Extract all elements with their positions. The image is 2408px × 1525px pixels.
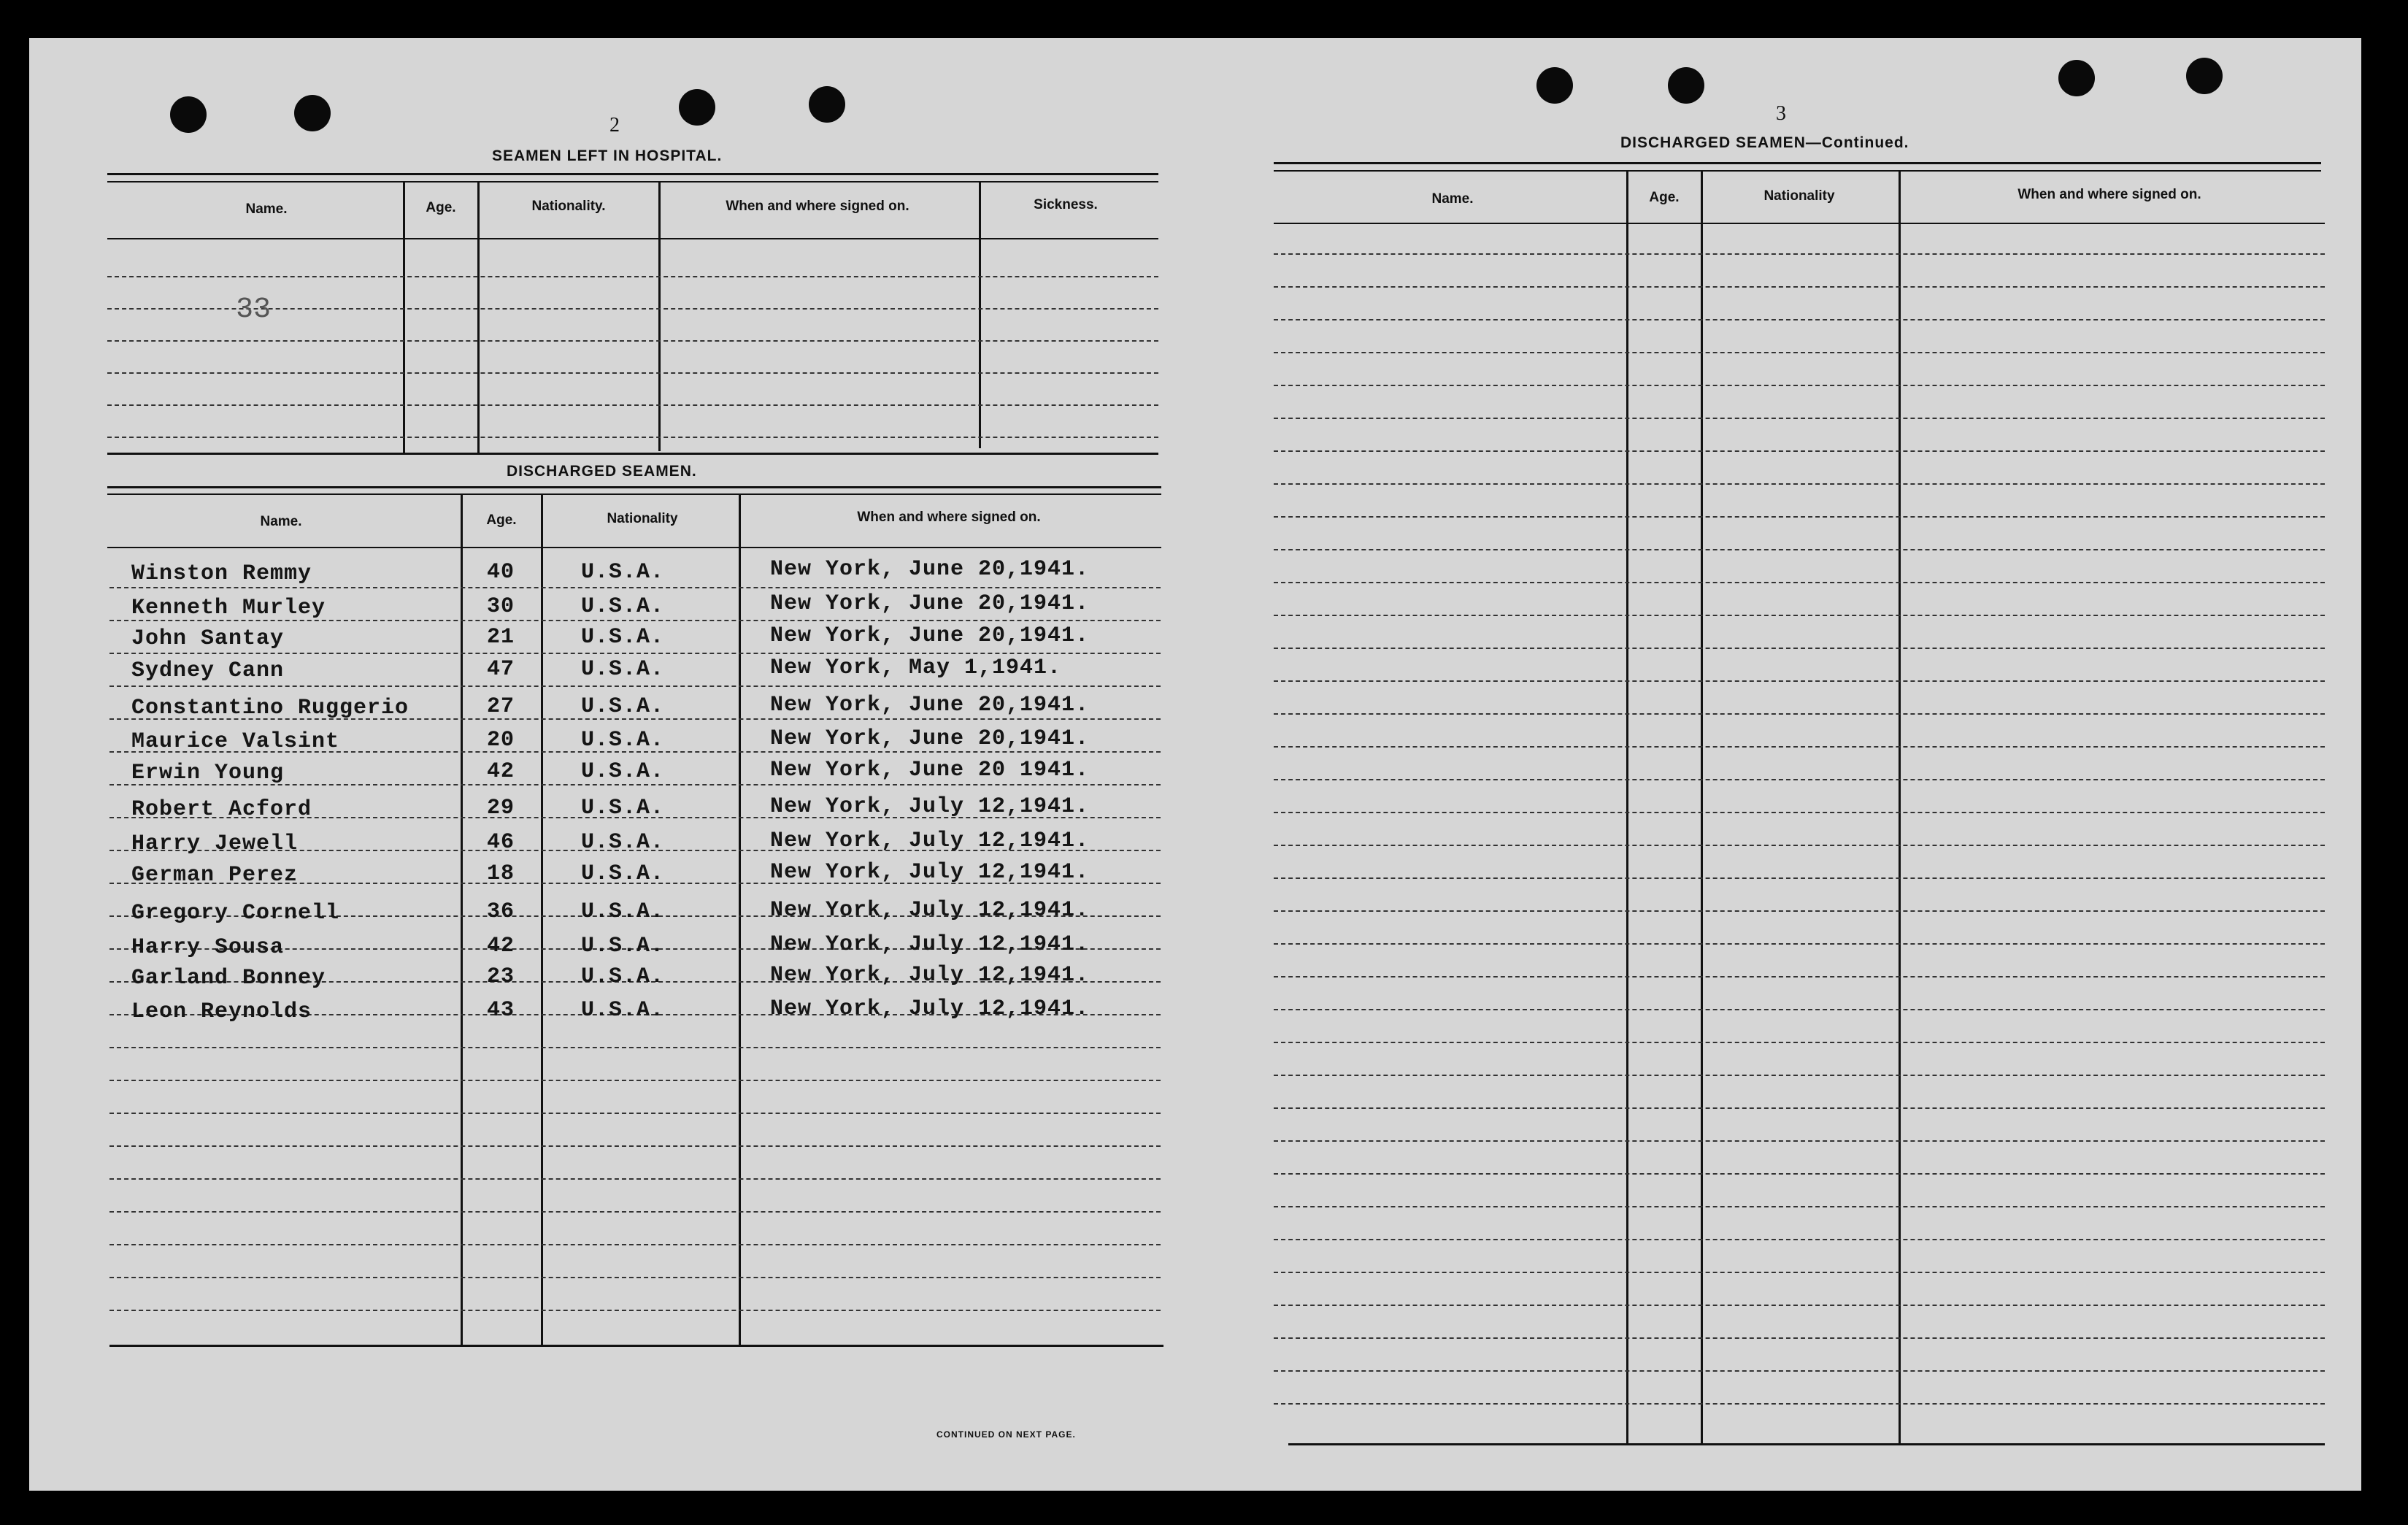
seaman-name: Maurice Valsint [131, 729, 340, 754]
punch-hole [1668, 67, 1704, 104]
seaman-signed-on: New York, June 20,1941. [770, 693, 1090, 718]
discharged-header-rule [107, 547, 1161, 548]
seaman-nationality: U.S.A. [581, 861, 665, 886]
ruled-line [1274, 1337, 2325, 1339]
seaman-name: Robert Acford [131, 797, 312, 822]
punch-hole [809, 86, 845, 123]
seaman-signed-on: New York, July 12,1941. [770, 996, 1090, 1021]
ruled-line [109, 653, 1161, 654]
ruled-line [1274, 450, 2325, 452]
discharged-col-name: Name. [260, 514, 302, 529]
seaman-name: Gregory Cornell [131, 901, 340, 926]
ruled-line [1274, 1140, 2325, 1142]
seaman-nationality: U.S.A. [581, 830, 665, 855]
ruled-line [1274, 1272, 2325, 1273]
ruled-line [1274, 418, 2325, 419]
ruled-line [1274, 286, 2325, 288]
ruled-line [109, 1211, 1161, 1213]
seaman-name: Erwin Young [131, 761, 285, 785]
seaman-signed-on: New York, July 12,1941. [770, 963, 1090, 988]
hospital-table-bottom-rule [107, 453, 1158, 455]
right-col-divider [1701, 172, 1703, 1445]
punch-hole [679, 89, 715, 126]
ruled-line [1274, 1403, 2325, 1405]
seaman-nationality: U.S.A. [581, 759, 665, 784]
punch-hole [2186, 58, 2223, 94]
discharged-col-divider [461, 495, 463, 1345]
punch-hole [2058, 60, 2095, 96]
hospital-col-signed-on: When and where signed on. [726, 199, 909, 214]
discharged-col-divider [541, 495, 543, 1345]
seaman-age: 47 [487, 657, 515, 682]
ruled-line [1274, 812, 2325, 813]
ruled-line [1274, 385, 2325, 386]
ruled-line [1274, 1075, 2325, 1076]
seaman-signed-on: New York, May 1,1941. [770, 656, 1062, 680]
discharged-col-age: Age. [486, 512, 517, 528]
crew-list-sheet [29, 38, 2361, 1491]
right-table-bottom-rule [1288, 1443, 2325, 1445]
ruled-line [1274, 1042, 2325, 1043]
ruled-line [107, 437, 1158, 438]
discharged-continued-title: DISCHARGED SEAMEN—Continued. [1620, 134, 1909, 151]
seaman-name: Kenneth Murley [131, 596, 326, 621]
seaman-age: 30 [487, 594, 515, 619]
seaman-age: 43 [487, 998, 515, 1023]
right-col-divider [1626, 172, 1628, 1445]
ruled-line [1274, 845, 2325, 846]
ruled-line [1274, 615, 2325, 616]
seaman-nationality: U.S.A. [581, 694, 665, 719]
ruled-line [1274, 976, 2325, 977]
seaman-nationality: U.S.A. [581, 560, 665, 585]
ruled-line [1274, 746, 2325, 748]
ruled-line [1274, 680, 2325, 682]
hospital-col-nationality: Nationality. [531, 199, 606, 214]
seaman-name: John Santay [131, 626, 285, 651]
seaman-nationality: U.S.A. [581, 594, 665, 619]
ruled-line [109, 1310, 1161, 1311]
right-col-age: Age. [1649, 190, 1680, 205]
discharged-table-bottom-rule [109, 1345, 1163, 1347]
seaman-age: 21 [487, 625, 515, 650]
hospital-header-rule [107, 238, 1158, 239]
punch-hole [294, 95, 331, 131]
discharged-table-top-rule [107, 486, 1161, 488]
ruled-line [109, 1080, 1161, 1081]
ruled-line [109, 685, 1161, 687]
seaman-age: 29 [487, 796, 515, 821]
seaman-name: Leon Reynolds [131, 999, 312, 1024]
ruled-line [1274, 516, 2325, 518]
right-col-nationality: Nationality [1763, 188, 1835, 204]
seaman-signed-on: New York, July 12,1941. [770, 898, 1090, 923]
seaman-nationality: U.S.A. [581, 998, 665, 1023]
ruled-line [1274, 943, 2325, 945]
seaman-age: 18 [487, 861, 515, 886]
seaman-age: 42 [487, 934, 515, 959]
seaman-nationality: U.S.A. [581, 728, 665, 753]
seaman-age: 40 [487, 560, 515, 585]
seaman-signed-on: New York, June 20,1941. [770, 591, 1090, 616]
seaman-age: 20 [487, 728, 515, 753]
seaman-name: Constantino Ruggerio [131, 696, 409, 721]
discharged-table-top-rule [107, 493, 1161, 495]
ruled-line [1274, 253, 2325, 255]
ruled-line [107, 404, 1158, 406]
ruled-line [1274, 1173, 2325, 1175]
seaman-signed-on: New York, July 12,1941. [770, 932, 1090, 957]
seaman-name: Winston Remmy [131, 561, 312, 586]
hospital-col-divider [403, 183, 405, 453]
ruled-line [1274, 877, 2325, 879]
ruled-line [1274, 319, 2325, 320]
seaman-nationality: U.S.A. [581, 964, 665, 989]
seaman-signed-on: New York, July 12,1941. [770, 794, 1090, 819]
hospital-col-divider [477, 183, 480, 453]
seaman-nationality: U.S.A. [581, 796, 665, 821]
page-number: 3 [1776, 102, 1786, 125]
seaman-name: Garland Bonney [131, 966, 326, 991]
right-table-top-rule [1274, 170, 2321, 172]
ruled-line [1274, 549, 2325, 550]
discharged-col-signed-on: When and where signed on. [857, 510, 1041, 525]
hospital-table-top-rule [107, 181, 1158, 183]
ruled-line [1274, 1370, 2325, 1372]
page-number: 2 [609, 114, 620, 137]
hospital-col-sickness: Sickness. [1034, 197, 1098, 212]
seaman-name: Harry Jewell [131, 831, 299, 856]
punch-hole [1536, 67, 1573, 104]
ruled-line [107, 340, 1158, 342]
hospital-col-divider [658, 183, 661, 451]
seaman-name: Sydney Cann [131, 658, 285, 683]
seaman-signed-on: New York, June 20,1941. [770, 623, 1090, 648]
seaman-signed-on: New York, June 20,1941. [770, 726, 1090, 751]
hospital-col-divider [979, 181, 981, 448]
continued-note: CONTINUED ON NEXT PAGE. [936, 1429, 1076, 1440]
seaman-age: 27 [487, 694, 515, 719]
ruled-line [1274, 910, 2325, 912]
discharged-col-divider [739, 495, 741, 1345]
seaman-age: 42 [487, 759, 515, 784]
ruled-line [109, 1178, 1161, 1180]
seaman-nationality: U.S.A. [581, 934, 665, 959]
seaman-signed-on: New York, July 12,1941. [770, 860, 1090, 885]
right-header-rule [1274, 223, 2325, 224]
ruled-line [1274, 1239, 2325, 1240]
ruled-line [1274, 582, 2325, 583]
ruled-line [109, 1244, 1161, 1245]
stamp-mark: 33 [236, 293, 272, 326]
hospital-section-title: SEAMEN LEFT IN HOSPITAL. [492, 147, 723, 164]
ruled-line [109, 1145, 1161, 1147]
ruled-line [107, 372, 1158, 374]
right-table-top-rule [1274, 162, 2321, 164]
discharged-col-nationality: Nationality [607, 511, 678, 526]
seaman-name: German Perez [131, 863, 299, 888]
right-col-signed-on: When and where signed on. [2017, 187, 2201, 202]
ruled-line [109, 1047, 1161, 1048]
ruled-line [1274, 483, 2325, 485]
ruled-line [1274, 779, 2325, 780]
hospital-table-top-rule [107, 173, 1158, 175]
seaman-age: 23 [487, 964, 515, 989]
ruled-line [1274, 1206, 2325, 1207]
seaman-age: 36 [487, 899, 515, 924]
discharged-section-title: DISCHARGED SEAMEN. [507, 463, 697, 480]
seaman-signed-on: New York, June 20 1941. [770, 758, 1090, 783]
seaman-nationality: U.S.A. [581, 657, 665, 682]
hospital-col-age: Age. [426, 200, 456, 215]
seaman-nationality: U.S.A. [581, 899, 665, 924]
ruled-line [1274, 1305, 2325, 1306]
hospital-col-name: Name. [245, 201, 288, 217]
ruled-line [1274, 648, 2325, 649]
seaman-name: Harry Sousa [131, 935, 285, 960]
ruled-line [1274, 1107, 2325, 1109]
ruled-line [109, 1113, 1161, 1114]
seaman-age: 46 [487, 830, 515, 855]
ruled-line [109, 1277, 1161, 1278]
seaman-nationality: U.S.A. [581, 625, 665, 650]
right-col-name: Name. [1431, 191, 1474, 207]
punch-hole [170, 96, 207, 133]
ruled-line [1274, 1009, 2325, 1010]
ruled-line [109, 587, 1161, 588]
seaman-signed-on: New York, June 20,1941. [770, 557, 1090, 582]
ruled-line [1274, 352, 2325, 353]
ruled-line [107, 276, 1158, 277]
seaman-signed-on: New York, July 12,1941. [770, 829, 1090, 853]
ruled-line [1274, 713, 2325, 715]
right-col-divider [1899, 170, 1901, 1444]
